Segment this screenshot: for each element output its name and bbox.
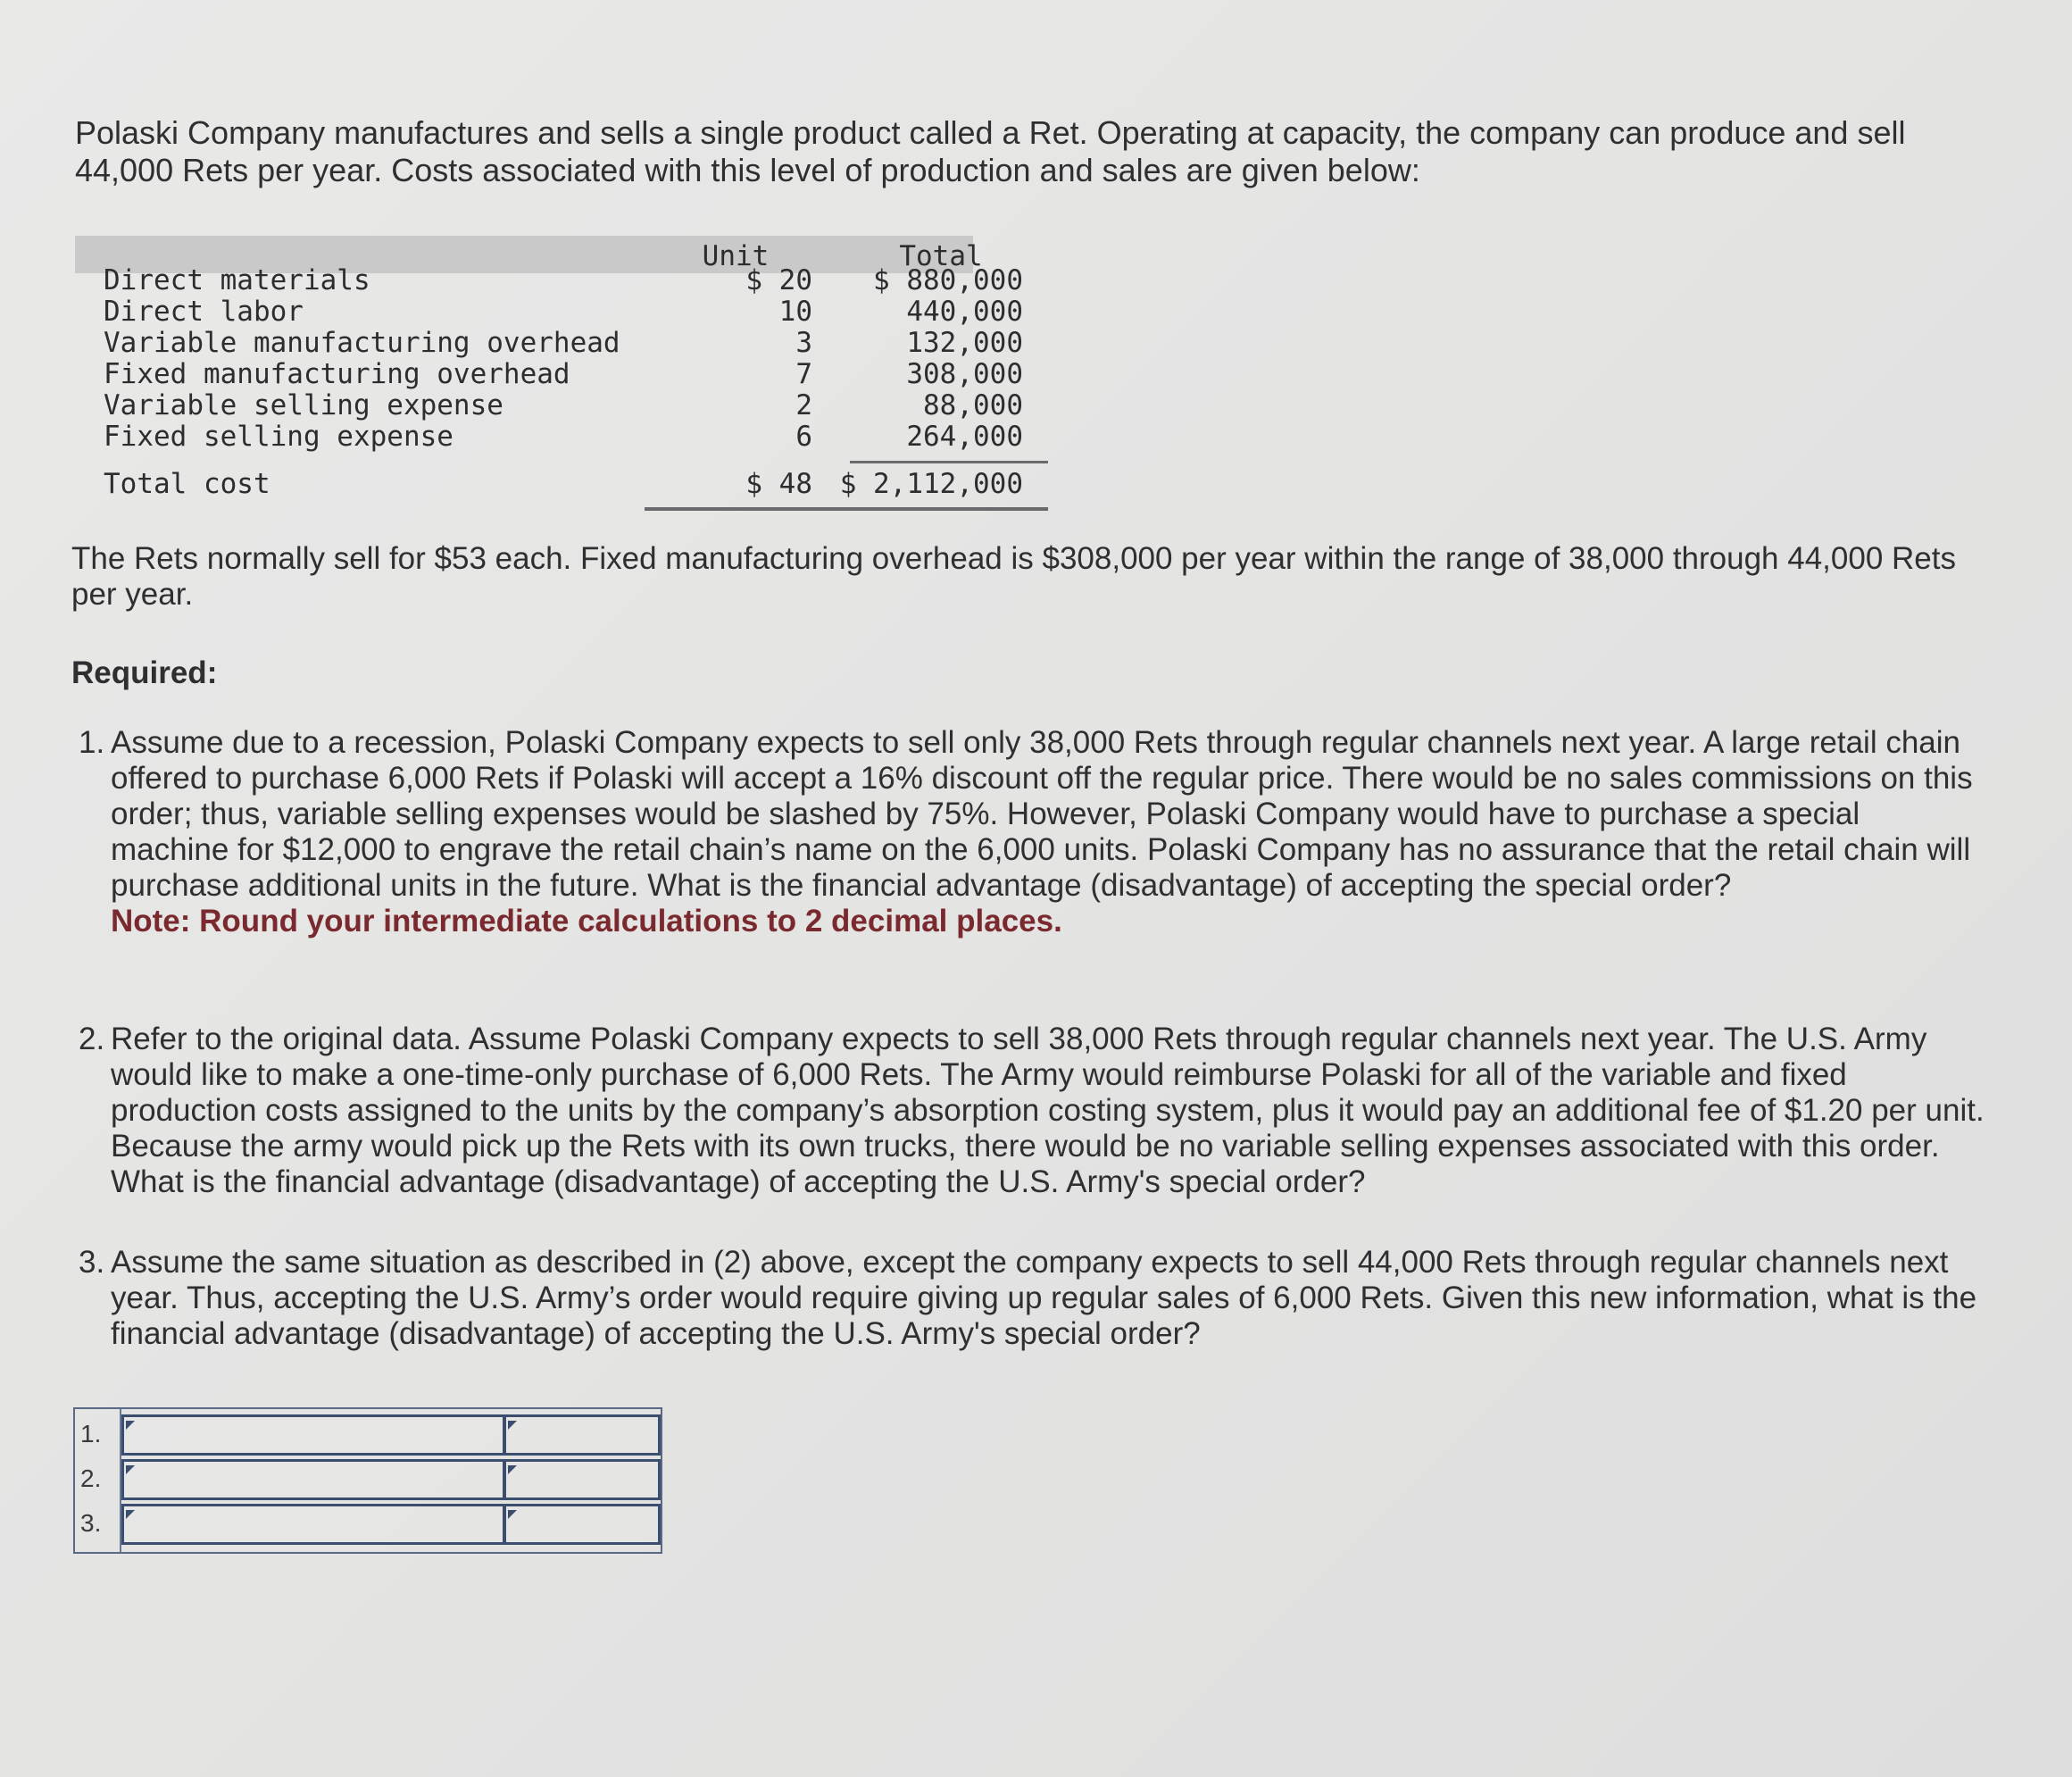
row-total: $ 2,112,000 — [839, 468, 1023, 500]
row-total: 132,000 — [906, 327, 1023, 359]
requirement-number: 2. — [79, 1022, 105, 1056]
cost-row-total — [75, 468, 1048, 499]
row-unit: 2 — [795, 389, 812, 421]
requirement-number: 3. — [79, 1245, 105, 1280]
price-paragraph: The Rets normally sell for $53 each. Fixed manufacturing overhead is $308,000 per year within the range of 38,000 through 44,000 Rets per year. — [71, 541, 1956, 612]
row-total: $ 880,000 — [873, 264, 1023, 296]
row-unit: 10 — [778, 296, 812, 328]
row-total: 440,000 — [906, 296, 1023, 328]
answer-input-3b[interactable] — [503, 1504, 661, 1545]
cell-marker-icon — [126, 1421, 135, 1430]
cell-marker-icon — [508, 1421, 517, 1430]
row-total: 264,000 — [906, 421, 1023, 453]
cell-marker-icon — [508, 1465, 517, 1474]
requirement-3 — [75, 1245, 1985, 1352]
row-label: Direct labor — [104, 296, 304, 328]
cost-row-direct-labor — [75, 296, 1048, 327]
rounding-note: Note: Round your intermediate calculations to 2 decimal places. — [111, 904, 1062, 939]
cost-row-fixed-mfg-overhead — [75, 358, 1048, 389]
cell-marker-icon — [508, 1510, 517, 1519]
answer-row-3 — [75, 1502, 661, 1547]
answer-input-2a[interactable] — [121, 1459, 505, 1500]
requirement-2 — [75, 1022, 1985, 1200]
header-total: Total — [899, 240, 983, 272]
cost-row-variable-mfg-overhead — [75, 327, 1048, 358]
requirement-text: Assume due to a recession, Polaski Company expects to sell only 38,000 Rets through regular channels next year. A large retail chain offered to purchase 6,000 Rets if Polaski will accept a 16% discount off the regular price. There would be no sales commissions on this order; thus, variable selling expenses would be slashed by 75%. However, Polaski Company would have to purchase a special machine for $12,000 to engrave the retail chain’s name on the 6,000 units. Polaski Company has no assurance that the retail chain will purchase additional units in the future. What is the financial advantage (disadvantage) of accepting the special order? — [111, 725, 1973, 903]
row-label: Fixed manufacturing overhead — [104, 358, 570, 390]
requirement-text: Refer to the original data. Assume Polaski Company expects to sell 38,000 Rets through regular channels next year. The U.S. Army would like to make a one-time-only purchase of 6,000 Rets. The Army would reimburse Polaski for all of the variable and fixed production costs assigned to the units by the company’s absorption costing system, plus it would pay an additional fee of $1.20 per unit. Because the army would pick up the Rets with its own trucks, there would be no variable selling expenses associated with this order. What is the financial advantage (disadvantage) of accepting the U.S. Army's special order? — [111, 1022, 1985, 1199]
intro-paragraph: Polaski Company manufactures and sells a single product called a Ret. Operating at capacity, the company can produce and sell 44,000 Rets per year. Costs associated with this level of production and sales are given below: — [75, 114, 1906, 188]
answer-row-number: 1. — [80, 1420, 102, 1447]
cost-row-fixed-selling — [75, 421, 1048, 452]
answer-row-number: 2. — [80, 1464, 102, 1492]
answer-row-2 — [75, 1457, 661, 1502]
required-heading: Required: — [71, 655, 218, 690]
row-unit: $ 20 — [745, 264, 812, 296]
row-unit: 7 — [795, 358, 812, 390]
row-label: Direct materials — [104, 264, 370, 296]
row-label: Fixed selling expense — [104, 421, 454, 453]
answer-input-3a[interactable] — [121, 1504, 505, 1545]
answer-input-2b[interactable] — [503, 1459, 661, 1500]
cost-row-variable-selling — [75, 389, 1048, 421]
row-total: 308,000 — [906, 358, 1023, 390]
answer-grid — [73, 1407, 662, 1554]
requirement-text: Assume the same situation as described in (2) above, except the company expects to sell 44,000 Rets through regular channels next year. Thus, accepting the U.S. Army’s order would require giving up regular sales of 6,000 Rets. Given this new information, what is the financial advantage (disadvantage) of accepting the U.S. Army's special order? — [111, 1245, 1977, 1351]
requirement-number: 1. — [79, 725, 105, 760]
requirement-1 — [75, 725, 1985, 939]
row-unit: 3 — [795, 327, 812, 359]
answer-row-1 — [75, 1413, 661, 1457]
answer-row-number: 3. — [80, 1509, 102, 1537]
row-unit: 6 — [795, 421, 812, 453]
row-unit: $ 48 — [745, 468, 812, 500]
header-unit: Unit — [702, 240, 770, 272]
answer-input-1a[interactable] — [121, 1414, 505, 1456]
subtotal-rule — [850, 461, 1048, 463]
row-label: Total cost — [104, 468, 270, 500]
row-label: Variable manufacturing overhead — [104, 327, 620, 359]
cost-row-direct-materials — [75, 264, 1048, 296]
cell-marker-icon — [126, 1465, 135, 1474]
row-total: 88,000 — [923, 389, 1023, 421]
cell-marker-icon — [126, 1510, 135, 1519]
answer-input-1b[interactable] — [503, 1414, 661, 1456]
row-label: Variable selling expense — [104, 389, 503, 421]
total-rule — [645, 507, 1048, 511]
